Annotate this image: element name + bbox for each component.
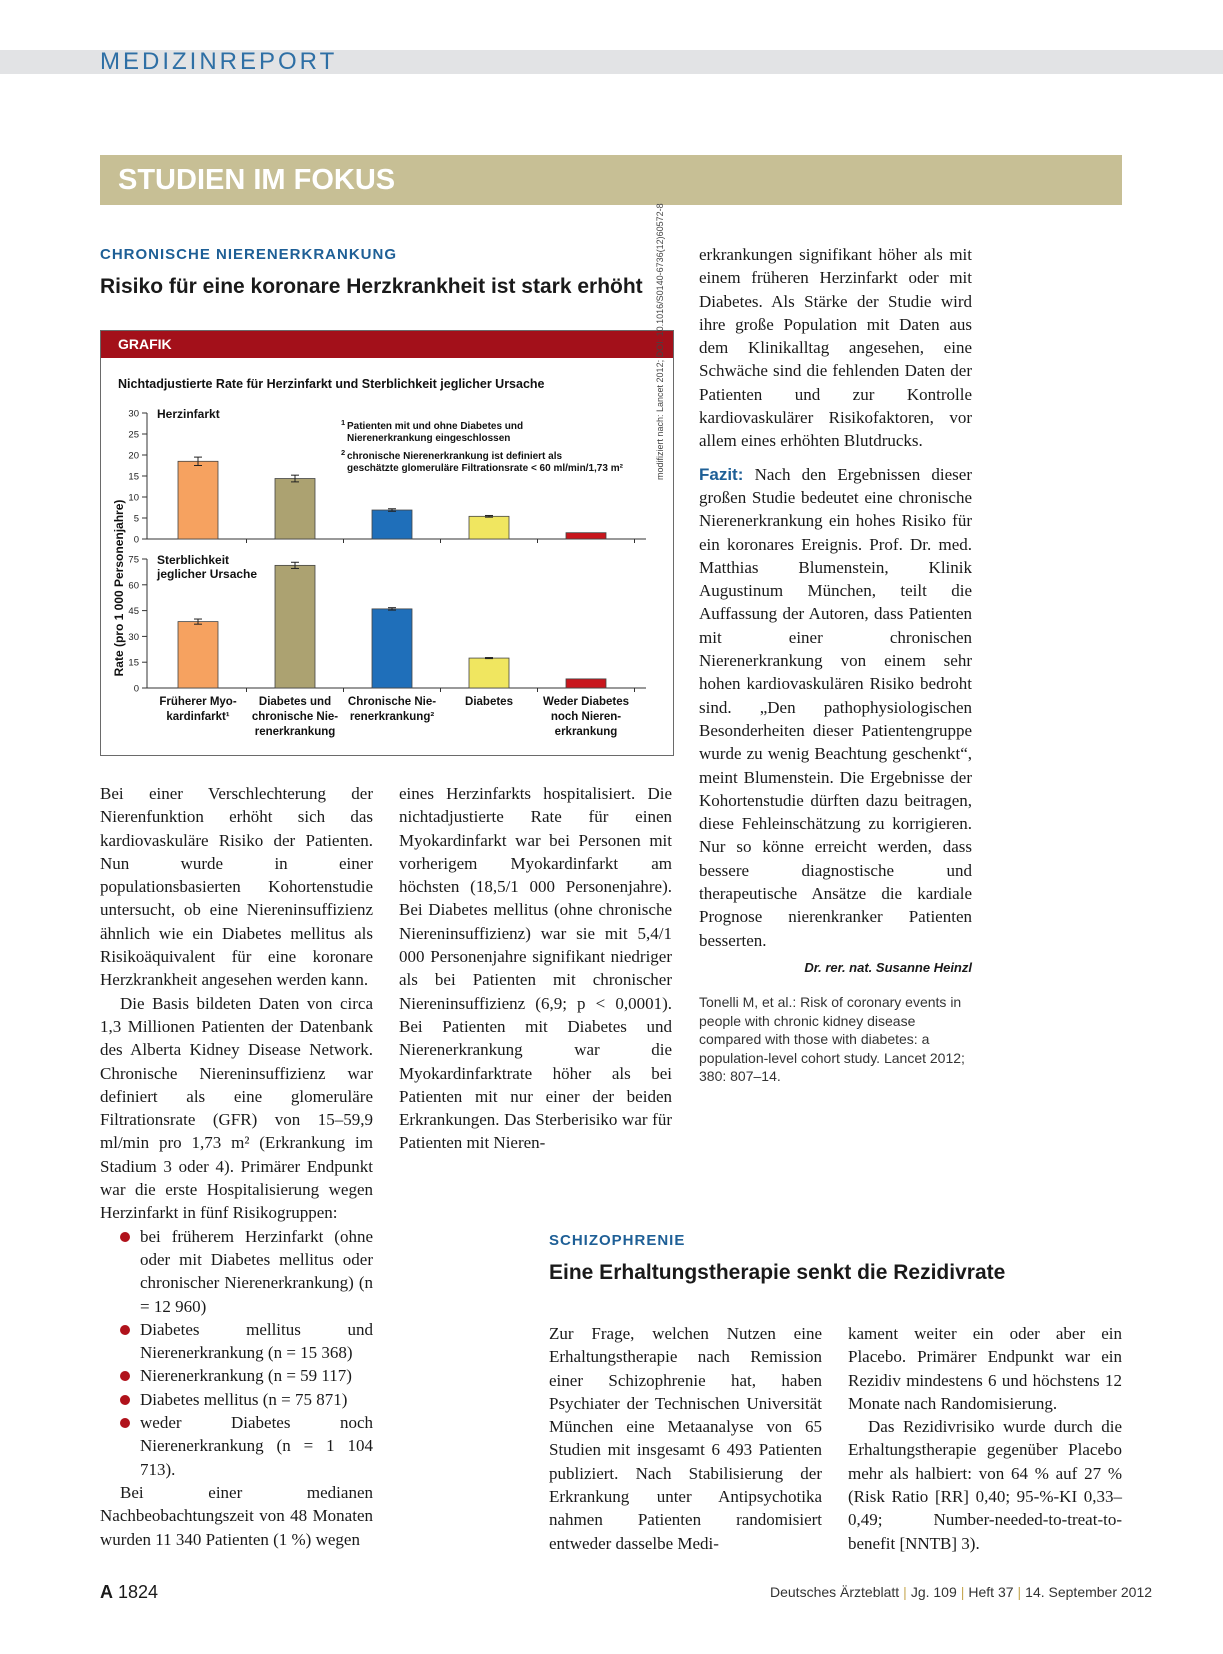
bar: [178, 622, 218, 688]
bar: [372, 609, 412, 688]
list-item: bei früherem Herzinfarkt (ohne oder mit Diabetes mellitus oder chronischer Nierenerkrankung) (n = 12 960): [100, 1225, 373, 1318]
y-tick-label: 30: [128, 408, 139, 420]
category-label: kardinfarkt¹: [166, 711, 230, 723]
y-tick-label: 25: [128, 429, 139, 441]
fazit-label: Fazit:: [699, 464, 744, 484]
section-label: MEDIZINREPORT: [100, 48, 338, 75]
author: Dr. rer. nat. Susanne Heinzl: [804, 959, 972, 975]
bar-chart: [101, 358, 673, 754]
footnote-1-cont: Nierenerkrankung eingeschlossen: [347, 433, 511, 444]
article1-column-1: [100, 782, 373, 1551]
category-label: Chronische Nie-: [347, 696, 437, 708]
paragraph: kament weiter ein oder aber ein Placebo. Primärer Endpunkt war ein Rezidiv mindestens 6 und höchstens 12 Monate nach Randomisierung.: [848, 1324, 1122, 1413]
fazit-paragraph: [699, 463, 972, 952]
list-item: Nierenerkrankung (n = 59 117): [100, 1364, 373, 1387]
category-label: chronische Nie-: [251, 711, 339, 723]
footnote-1: Patienten mit und ohne Diabetes und: [347, 421, 524, 432]
article1-kicker: CHRONISCHE NIERENERKRANKUNG: [100, 246, 398, 263]
article2-headline: Eine Erhaltungstherapie senkt die Rezidivrate: [549, 1261, 1006, 1284]
article1-headline: Risiko für eine koronare Herzkrankheit ist stark erhöht: [100, 275, 643, 298]
fazit-text: Nach den Ergebnissen dieser großen Studie bedeutet eine chronische Nierenerkrankung ein hohes Risiko für ein koronares Ereignis. Prof. Dr. med. Matthias Blumenstein, Klinik Augustinum München, teilt die Auffassung der Autoren, dass Patienten mit einer chronischen Nierenerkrankung von einem sehr hohen kardiovaskulären Risiko bedroht sind. „Den pathophysiologischen Besonderheiten dieser Patientengruppe wurde zu wenig Beachtung geschenkt“, meint Blumenstein. Die Ergebnisse der Kohortenstudie dürften dazu beitragen, diese Fehleinschätzung zu korrigieren. Nur so könne erreicht werden, dass bessere diagnostische und therapeutische Ansätze die kardiale Prognose nierenkranker Patienten besserten.: [699, 464, 972, 950]
grafik-header: [101, 331, 673, 358]
article1-column-2: [399, 782, 672, 1155]
y-tick-label: 15: [128, 471, 139, 483]
bar: [469, 658, 509, 688]
panel-title: jeglicher Ursache: [157, 567, 258, 581]
y-tick-label: 0: [133, 683, 139, 695]
bar: [178, 461, 218, 539]
bar: [566, 679, 606, 688]
paragraph: Das Rezidivrisiko wurde durch die Erhaltungstherapie gegenüber Placebo mehr als halbiert: von 64 % auf 27 % (Risk Ratio [RR] 0,40; 95-%-KI 0,33–0,49; Number-needed-to-treat-to-benefit [NNTB] 3).: [848, 1417, 1122, 1553]
article2-kicker: SCHIZOPHRENIE: [549, 1232, 686, 1249]
paragraph: Bei einer medianen Nachbeobachtungszeit von 48 Monaten wurden 11 340 Patienten (1 %) wegen: [100, 1482, 373, 1549]
category-label: renerkrankung²: [349, 711, 435, 723]
category-label: Diabetes und: [258, 696, 332, 708]
chart-title: Nichtadjustierte Rate für Herzinfarkt und Sterblichkeit jeglicher Ursache: [118, 377, 545, 391]
grafik-box: [100, 330, 674, 756]
article2-column-1: [549, 1322, 822, 1555]
category-label: noch Nieren-: [550, 711, 622, 723]
y-tick-label: 30: [128, 631, 139, 643]
paragraph: eines Herzinfarkts hospitalisiert. Die nichtadjustierte Rate für einen Myokardinfarkt war bei Personen mit vorherigem Myokardinfarkt am höchsten (18,5/1 000 Personenjahre). Bei Diabetes mellitus (ohne chronische Niereninsuffizienz) war sie mit 5,4/1 000 Personenjahre signifikant niedriger als bei Patienten mit chronischer Niereninsuffizienz (6,9; p < 0,0001). Bei Patienten mit Diabetes und Nierenerkrankung war die Myokardinfarktrate höher als bei Patienten mit nur einer der beiden Erkrankungen. Das Sterberisiko war für Patienten mit Nieren-: [399, 784, 672, 1153]
footnote-2-marker: 2: [341, 448, 346, 457]
panel-title: Herzinfarkt: [157, 407, 220, 421]
y-tick-label: 20: [128, 450, 139, 462]
article1-column-3: [699, 243, 972, 1086]
journal-info: Deutsches Ärzteblatt | Jg. 109 | Heft 37 | 14. September 2012: [770, 1584, 1153, 1600]
y-tick-label: 60: [128, 580, 139, 592]
panel-title: Sterblichkeit: [157, 553, 230, 567]
category-label: Weder Diabetes: [542, 696, 630, 708]
paragraph: Bei einer Verschlechterung der Nierenfunktion erhöht sich das kardiovaskuläre Risiko der Patienten. Nun wurde in einer populationsbasierten Kohortenstudie untersucht, ob eine Niereninsuffizienz ähnlich wie ein Diabetes mellitus als Risikoäquivalent für eine koronare Herzkrankheit angesehen werden kann.: [100, 784, 373, 990]
article2-column-2: [848, 1322, 1122, 1555]
category-label: erkrankung: [554, 726, 618, 738]
grafik-label: GRAFIK: [118, 336, 172, 352]
paragraph: Zur Frage, welchen Nutzen eine Erhaltungstherapie nach Remission einer Schizophrenie hat, haben Psychiater der Technischen Universität München eine Metaanalyse von 65 Studien mit insgesamt 6 493 Patienten publiziert. Nach Stabilisierung der Erkrankung unter Antipsychotika nahmen Patienten randomisiert entweder dasselbe Medi-: [549, 1324, 822, 1553]
list-item: weder Diabetes noch Nierenerkrankung (n = 1 104 713).: [100, 1411, 373, 1481]
list-item: Diabetes mellitus (n = 75 871): [100, 1388, 373, 1411]
bar: [372, 510, 412, 539]
paragraph: Die Basis bildeten Daten von circa 1,3 Millionen Patienten der Datenbank des Alberta Kidney Disease Network. Chronische Niereninsuffizienz war definiert als eine glomeruläre Filtrationsrate (GFR) von 15–59,9 ml/min pro 1,73 m² (Erkrankung im Stadium 3 oder 4). Primärer Endpunkt war die erste Hospitalisierung wegen Herzinfarkt in fünf Risikogruppen:: [100, 993, 373, 1223]
y-tick-label: 0: [133, 534, 139, 546]
list-item: Diabetes mellitus und Nierenerkrankung (n = 15 368): [100, 1318, 373, 1365]
reference: Tonelli M, et al.: Risk of coronary events in people with chronic kidney disease compared with those with diabetes: a population-level cohort study. Lancet 2012; 380: 807–14.: [699, 994, 965, 1085]
bar: [469, 516, 509, 539]
risk-group-list: [100, 1225, 373, 1481]
y-tick-label: 75: [128, 554, 139, 566]
bar: [275, 565, 315, 688]
y-tick-label: 5: [133, 513, 139, 525]
y-tick-label: 15: [128, 657, 139, 669]
y-tick-label: 10: [128, 492, 139, 504]
banner-title: STUDIEN IM FOKUS: [118, 164, 396, 196]
footnote-2: chronische Nierenerkrankung ist definiert als: [347, 451, 563, 462]
footnote-2-cont: geschätzte glomeruläre Filtrationsrate < 60 ml/min/1,73 m²: [347, 463, 623, 474]
paragraph: erkrankungen signifikant höher als mit einem früheren Herzinfarkt oder mit Diabetes. Als Stärke der Studie wird ihre große Population mit Daten aus dem Klinikalltag angesehen, eine Schwäche sind die fehlenden Daten der Patienten und zur Kontrolle kardiovaskulärer Risikofaktoren, vor allem eines erhöhten Blutdrucks.: [699, 245, 972, 451]
page-number: A 1824: [100, 1582, 159, 1602]
category-label: Diabetes: [465, 696, 513, 708]
category-label: Früherer Myo-: [159, 696, 237, 708]
bar: [566, 533, 606, 539]
source-credit: modifiziert nach: Lancet 2012; DOI: 10.1016/S0140-6736(12)60572-8: [655, 203, 665, 480]
bar: [275, 479, 315, 539]
y-axis-label: Rate (pro 1 000 Personenjahre): [112, 499, 126, 677]
footnote-1-marker: 1: [341, 418, 346, 427]
y-tick-label: 45: [128, 606, 139, 618]
studien-banner: [100, 155, 1122, 205]
category-label: renerkrankung: [254, 726, 336, 738]
